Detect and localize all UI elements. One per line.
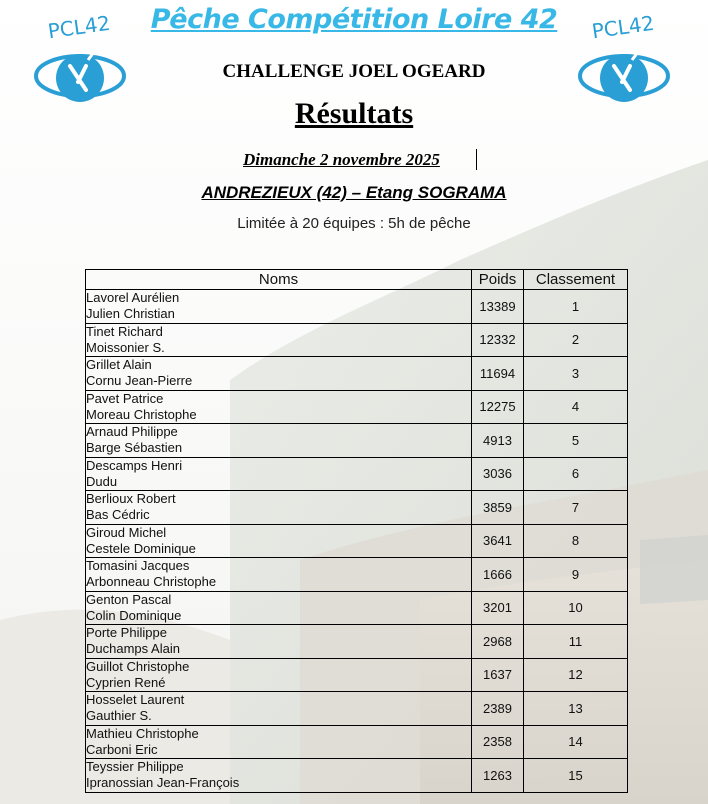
classement-cell: 14 [524, 725, 628, 759]
poids-cell: 3036 [472, 457, 524, 491]
classement-cell: 15 [524, 759, 628, 793]
table-row [86, 390, 628, 424]
classement-cell: 6 [524, 457, 628, 491]
results-table [85, 269, 628, 793]
challenge-title: CHALLENGE JOEL OGEARD [222, 61, 486, 82]
angler-name: Pavet Patrice [86, 390, 164, 406]
angler-name: Arnaud Philippe [86, 424, 178, 440]
table-row [86, 323, 628, 357]
team-names-cell [86, 725, 472, 759]
table-header-row [86, 270, 628, 290]
poids-cell: 4913 [472, 424, 524, 458]
angler-name: Cestele Dominique [86, 540, 196, 556]
table-row [86, 625, 628, 659]
angler-name: Gauthier S. [86, 708, 152, 724]
team-names-cell [86, 625, 472, 659]
angler-name: Tomasini Jacques [86, 558, 190, 574]
poids-cell: 1637 [472, 658, 524, 692]
team-names-cell [86, 524, 472, 558]
angler-name: Genton Pascal [86, 591, 172, 607]
table-row [86, 591, 628, 625]
table-row [86, 357, 628, 391]
poids-cell: 13389 [472, 290, 524, 324]
angler-name: Moreau Christophe [86, 406, 197, 422]
team-names-cell [86, 323, 472, 357]
table-row [86, 424, 628, 458]
angler-name: Duchamps Alain [86, 641, 180, 657]
angler-name: Lavorel Aurélien [86, 290, 180, 306]
poids-cell: 11694 [472, 357, 524, 391]
team-names-cell [86, 591, 472, 625]
results-heading: Résultats [294, 97, 414, 130]
classement-cell: 2 [524, 323, 628, 357]
team-names-cell [86, 558, 472, 592]
angler-name: Berlioux Robert [86, 491, 176, 507]
angler-name: Mathieu Christophe [86, 725, 199, 741]
angler-name: Teyssier Philippe [86, 759, 184, 775]
angler-name: Hosselet Laurent [86, 692, 185, 708]
text-cursor [476, 149, 477, 170]
event-venue: ANDREZIEUX (42) – Etang SOGRAMA [201, 183, 507, 202]
team-names-cell [86, 658, 472, 692]
team-names-cell [86, 424, 472, 458]
team-names-cell [86, 457, 472, 491]
angler-name: Guillot Christophe [86, 658, 190, 674]
column-header-classement: Classement [524, 270, 628, 290]
classement-cell: 9 [524, 558, 628, 592]
angler-name: Ipranossian Jean-François [86, 775, 240, 791]
classement-cell: 8 [524, 524, 628, 558]
angler-name: Colin Dominique [86, 607, 182, 623]
poids-cell: 3201 [472, 591, 524, 625]
classement-cell: 5 [524, 424, 628, 458]
poids-cell: 2968 [472, 625, 524, 659]
poids-cell: 3859 [472, 491, 524, 525]
poids-cell: 1263 [472, 759, 524, 793]
angler-name: Dudu [86, 473, 118, 489]
column-header-names: Noms [86, 270, 472, 290]
organization-title: Pêche Compétition Loire 42 [150, 4, 558, 35]
team-names-cell [86, 390, 472, 424]
table-row [86, 658, 628, 692]
angler-name: Tinet Richard [86, 323, 163, 339]
svg-text:PCL42: PCL42 [46, 10, 112, 44]
table-row [86, 558, 628, 592]
angler-name: Giroud Michel [86, 524, 167, 540]
classement-cell: 3 [524, 357, 628, 391]
svg-text:PCL42: PCL42 [590, 10, 656, 44]
angler-name: Descamps Henri [86, 457, 183, 473]
angler-name: Arbonneau Christophe [86, 574, 217, 590]
table-row [86, 457, 628, 491]
angler-name: Cornu Jean-Pierre [86, 373, 193, 389]
poids-cell: 2358 [472, 725, 524, 759]
table-row [86, 491, 628, 525]
event-limit-note: Limitée à 20 équipes : 5h de pêche [237, 215, 471, 232]
team-names-cell [86, 491, 472, 525]
angler-name: Moissonier S. [86, 339, 165, 355]
angler-name: Julien Christian [86, 306, 175, 322]
table-row [86, 692, 628, 726]
event-date: Dimanche 2 novembre 2025 [243, 150, 440, 169]
angler-name: Cyprien René [86, 674, 166, 690]
classement-cell: 12 [524, 658, 628, 692]
angler-name: Bas Cédric [86, 507, 150, 523]
table-row [86, 725, 628, 759]
classement-cell: 11 [524, 625, 628, 659]
classement-cell: 4 [524, 390, 628, 424]
table-row [86, 290, 628, 324]
angler-name: Carboni Eric [86, 741, 158, 757]
table-row [86, 759, 628, 793]
poids-cell: 1666 [472, 558, 524, 592]
poids-cell: 2389 [472, 692, 524, 726]
poids-cell: 12332 [472, 323, 524, 357]
angler-name: Porte Philippe [86, 625, 167, 641]
classement-cell: 13 [524, 692, 628, 726]
angler-name: Barge Sébastien [86, 440, 183, 456]
angler-name: Grillet Alain [86, 357, 152, 373]
poids-cell: 12275 [472, 390, 524, 424]
poids-cell: 3641 [472, 524, 524, 558]
team-names-cell [86, 357, 472, 391]
column-header-poids: Poids [472, 270, 524, 290]
classement-cell: 10 [524, 591, 628, 625]
table-row [86, 524, 628, 558]
team-names-cell [86, 759, 472, 793]
classement-cell: 1 [524, 290, 628, 324]
team-names-cell [86, 290, 472, 324]
classement-cell: 7 [524, 491, 628, 525]
team-names-cell [86, 692, 472, 726]
